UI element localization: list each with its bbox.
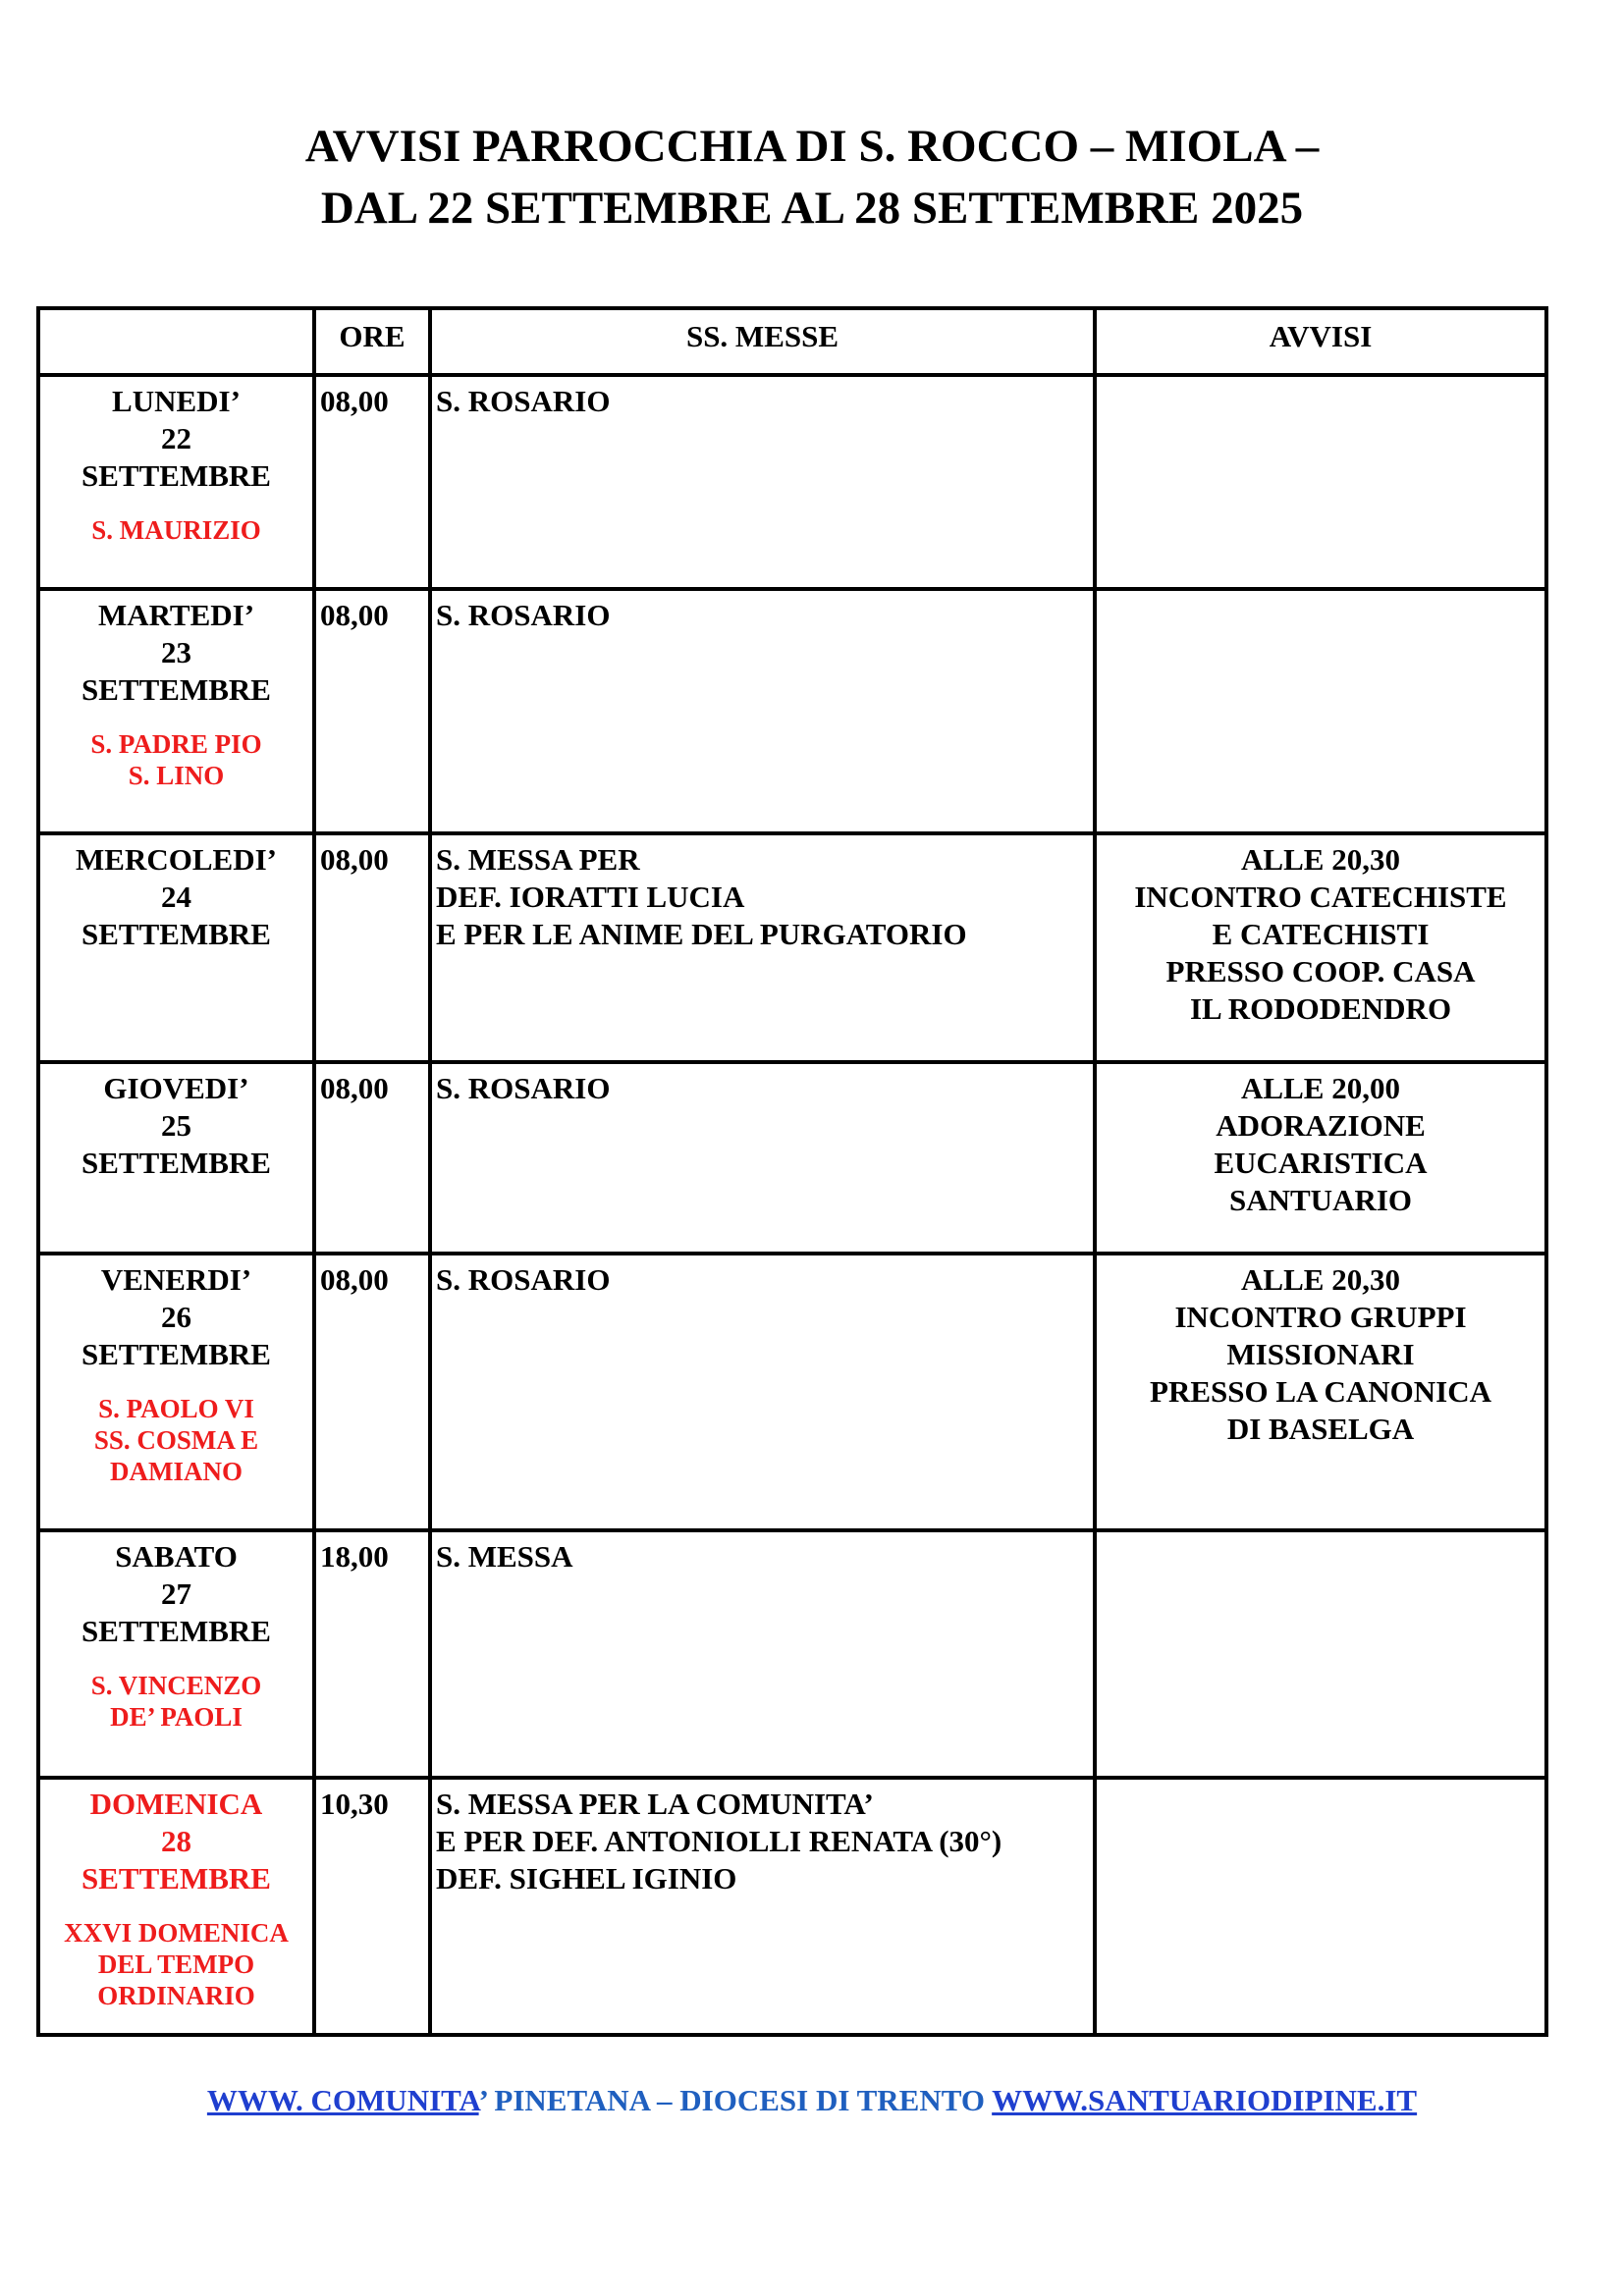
messe-line: DEF. IORATTI LUCIA [436, 880, 745, 914]
page-title [0, 116, 1624, 240]
avvisi-line: E CATECHISTI [1212, 917, 1430, 951]
saints [40, 1670, 312, 1733]
avvisi-line: ADORAZIONE [1216, 1108, 1426, 1143]
saint-line: S. PAOLO VI [98, 1394, 254, 1423]
avvisi-line: PRESSO COOP. CASA [1165, 954, 1476, 988]
messe-line: S. ROSARIO [436, 384, 611, 418]
day-name-line: 26 [161, 1300, 191, 1334]
day-name-line: SETTEMBRE [81, 1337, 271, 1371]
avvisi-line: EUCARISTICA [1214, 1146, 1428, 1180]
day-cell [38, 833, 314, 1062]
day-row [38, 1254, 1546, 1530]
day-name-line: SABATO [115, 1539, 238, 1574]
day-name-line: SETTEMBRE [81, 1861, 271, 1896]
day-name-line: 28 [161, 1824, 191, 1858]
day-name-line: SETTEMBRE [81, 1614, 271, 1648]
messe-cell [430, 589, 1095, 833]
avvisi-line: INCONTRO CATECHISTE [1134, 880, 1507, 914]
ore-value: 08,00 [320, 384, 389, 418]
day-name-line: SETTEMBRE [81, 672, 271, 707]
avvisi-line: INCONTRO GRUPPI [1174, 1300, 1467, 1334]
avvisi-line: MISSIONARI [1226, 1337, 1415, 1371]
messe-line: S. MESSA [436, 1539, 573, 1574]
day-row [38, 375, 1546, 589]
day-cell [38, 375, 314, 589]
day-cell [38, 589, 314, 833]
saints [40, 514, 312, 546]
ore-value: 08,00 [320, 598, 389, 632]
saint-line: S. VINCENZO [90, 1671, 262, 1700]
avvisi-line: IL RODODENDRO [1189, 991, 1452, 1026]
ore-cell [314, 1062, 430, 1254]
avvisi-cell [1095, 1254, 1546, 1530]
saints [40, 1917, 312, 2011]
footer [0, 2083, 1624, 2118]
messe-cell [430, 1062, 1095, 1254]
avvisi-line: ALLE 20,30 [1241, 842, 1400, 877]
ore-cell [314, 833, 430, 1062]
messe-line: S. ROSARIO [436, 1262, 611, 1297]
avvisi-line: ALLE 20,30 [1241, 1262, 1400, 1297]
saint-line: XXVI DOMENICA [64, 1918, 289, 1948]
day-name-line: DOMENICA [89, 1787, 263, 1821]
ore-value: 18,00 [320, 1539, 389, 1574]
saint-line: S. PADRE PIO [90, 729, 262, 759]
schedule-table [36, 306, 1548, 2037]
ore-value: 08,00 [320, 842, 389, 877]
saints [40, 1393, 312, 1487]
day-name-line: 22 [161, 421, 191, 455]
day-row [38, 1778, 1546, 2035]
day-name-line: 25 [161, 1108, 191, 1143]
messe-line: S. MESSA PER LA COMUNITA’ [436, 1787, 874, 1821]
avvisi-cell [1095, 833, 1546, 1062]
ore-cell [314, 375, 430, 589]
messe-line: E PER LE ANIME DEL PURGATORIO [436, 917, 967, 951]
header-avvisi: AVVISI [1095, 308, 1546, 375]
messe-cell [430, 375, 1095, 589]
day-name-line: VENERDI’ [100, 1262, 252, 1297]
day-name-line: MERCOLEDI’ [76, 842, 277, 877]
messe-cell [430, 1530, 1095, 1778]
messe-line: S. ROSARIO [436, 598, 611, 632]
day-row [38, 833, 1546, 1062]
ore-cell [314, 1254, 430, 1530]
day-name-line: 24 [161, 880, 191, 914]
saint-line: SS. COSMA E [93, 1425, 259, 1455]
messe-line: E PER DEF. ANTONIOLLI RENATA (30°) [436, 1824, 1002, 1858]
avvisi-line: ALLE 20,00 [1241, 1071, 1400, 1105]
day-name-line: GIOVEDI’ [103, 1071, 249, 1105]
day-cell [38, 1530, 314, 1778]
messe-cell [430, 833, 1095, 1062]
ore-value: 08,00 [320, 1262, 389, 1297]
day-cell [38, 1254, 314, 1530]
ore-cell [314, 1778, 430, 2035]
avvisi-line: DI BASELGA [1226, 1412, 1415, 1446]
day-name-line: MARTEDI’ [97, 598, 255, 632]
messe-cell [430, 1254, 1095, 1530]
avvisi-line: PRESSO LA CANONICA [1150, 1374, 1491, 1409]
day-name-line: 27 [161, 1576, 191, 1611]
saint-line: S. LINO [128, 761, 225, 790]
messe-cell [430, 1778, 1095, 2035]
title-line-2: DAL 22 SETTEMBRE AL 28 SETTEMBRE 2025 [320, 183, 1304, 234]
saint-line: DAMIANO [110, 1457, 243, 1486]
day-name-line: SETTEMBRE [81, 458, 271, 493]
ore-value: 10,30 [320, 1787, 389, 1821]
day-row [38, 1530, 1546, 1778]
header-row [38, 308, 1546, 375]
day-name-line: 23 [161, 635, 191, 669]
messe-line: S. ROSARIO [436, 1071, 611, 1105]
day-name-line: SETTEMBRE [81, 1146, 271, 1180]
header-day [38, 308, 314, 375]
ore-cell [314, 1530, 430, 1778]
header-messe: SS. MESSE [430, 308, 1095, 375]
saints [40, 728, 312, 791]
saint-line: DEL TEMPO [97, 1949, 255, 1979]
header-ore: ORE [314, 308, 430, 375]
ore-cell [314, 589, 430, 833]
day-name-line: SETTEMBRE [81, 917, 271, 951]
day-cell [38, 1062, 314, 1254]
day-name-line: LUNEDI’ [112, 384, 241, 418]
avvisi-cell [1095, 1778, 1546, 2035]
avvisi-cell [1095, 1530, 1546, 1778]
avvisi-cell [1095, 589, 1546, 833]
saint-line: S. MAURIZIO [91, 515, 261, 545]
day-cell [38, 1778, 314, 2035]
day-row [38, 1062, 1546, 1254]
footer-text: ’ PINETANA – DIOCESI DI TRENTO [478, 2083, 993, 2117]
title-line-1: AVVISI PARROCCHIA DI S. ROCCO – MIOLA – [304, 121, 1320, 172]
avvisi-line: SANTUARIO [1228, 1183, 1413, 1217]
footer-link-comunita[interactable]: WWW. COMUNITA [206, 2083, 479, 2117]
saint-line: DE’ PAOLI [110, 1702, 243, 1732]
messe-line: S. MESSA PER [436, 842, 640, 877]
messe-line: DEF. SIGHEL IGINIO [436, 1861, 737, 1896]
saint-line: ORDINARIO [97, 1981, 255, 2010]
ore-value: 08,00 [320, 1071, 389, 1105]
footer-link-santuario[interactable]: WWW.SANTUARIODIPINE.IT [992, 2083, 1418, 2117]
avvisi-cell [1095, 1062, 1546, 1254]
day-row [38, 589, 1546, 833]
avvisi-cell [1095, 375, 1546, 589]
